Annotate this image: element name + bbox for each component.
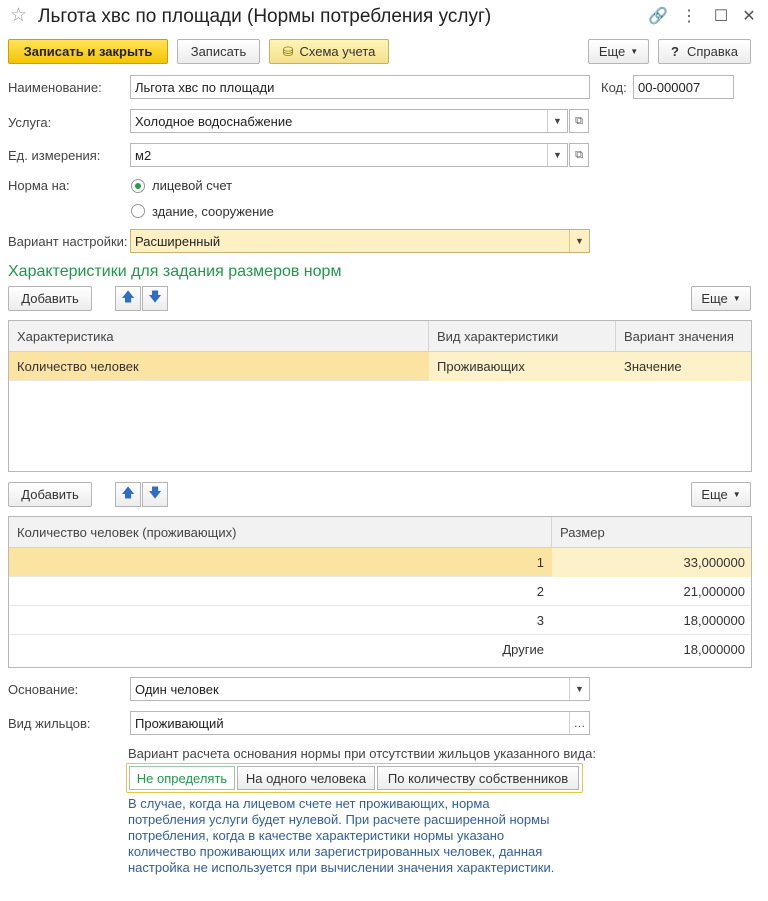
table-row[interactable]: [9, 606, 751, 635]
table-row[interactable]: [9, 352, 751, 381]
help-button-label: Справка: [686, 44, 738, 59]
cell: 33,000000: [552, 548, 752, 577]
unit-select[interactable]: [130, 143, 568, 167]
arrow-down-icon[interactable]: 🡇: [142, 482, 168, 507]
link-icon[interactable]: 🔗: [648, 8, 668, 25]
save-close-button[interactable]: Записать и закрыть: [8, 39, 168, 64]
dropdown-icon[interactable]: ▼: [547, 144, 567, 166]
arrow-up-icon[interactable]: 🡅: [115, 482, 141, 507]
basis-label: Основание:: [8, 682, 79, 697]
more-button[interactable]: [588, 39, 649, 64]
dropdown-icon[interactable]: ▼: [569, 230, 589, 252]
cell: 18,000000: [683, 613, 745, 628]
close-icon[interactable]: ✕: [742, 8, 756, 25]
service-value: Холодное водоснабжение: [135, 113, 293, 129]
calc-caption: Вариант расчета основания нормы при отсутствии жильцов указанного вида:: [128, 746, 596, 761]
name-field[interactable]: [130, 75, 590, 99]
window-title: Льгота хвс по площади (Нормы потребления услуг): [38, 6, 492, 27]
toggle-not-define[interactable]: Не определять: [129, 766, 235, 790]
code-field[interactable]: [633, 75, 734, 99]
dropdown-icon[interactable]: ▼: [547, 110, 567, 132]
more-vertical-icon[interactable]: ⋮: [681, 8, 697, 25]
radio-building[interactable]: [131, 204, 145, 218]
toggle-one-person[interactable]: На одного человека: [237, 766, 375, 790]
maximize-icon[interactable]: ☐: [713, 8, 729, 25]
scheme-icon: ⛁: [282, 43, 294, 59]
unit-label: Ед. измерения:: [8, 148, 101, 163]
cell: 21,000000: [683, 584, 745, 599]
sizes-table[interactable]: [8, 516, 752, 668]
more-label: Еще: [701, 291, 728, 306]
help-button[interactable]: [658, 39, 751, 64]
open-icon[interactable]: ⧉: [569, 143, 589, 167]
info-text: В случае, когда на лицевом счете нет проживающих, норма потребления услуги будет нулевой. При расчете расширенной нормы потребления, когда в качестве характеристики нормы указано количество проживающих или зарегистрированных человек, данная настройка не используется при вычислении значения характеристики.: [128, 796, 555, 875]
code-label: Код:: [601, 80, 627, 95]
cell: Значение: [616, 352, 752, 381]
arrow-up-icon[interactable]: 🡅: [115, 286, 141, 311]
dropdown-icon[interactable]: ▼: [569, 678, 589, 700]
dropdown-icon: ▼: [630, 47, 639, 56]
residents-label: Вид жильцов:: [8, 716, 91, 731]
basis-value: Один человек: [135, 681, 219, 697]
open-icon[interactable]: ⧉: [569, 109, 589, 133]
more-characteristics-button[interactable]: [691, 286, 751, 311]
cell: Количество человек: [17, 359, 139, 374]
more-sizes-button[interactable]: [691, 482, 751, 507]
column-header[interactable]: Количество человек (проживающих): [9, 517, 552, 548]
cell: 1: [536, 555, 544, 570]
variant-value: Расширенный: [135, 233, 221, 249]
radio-building-label: здание, сооружение: [152, 204, 274, 219]
more-label: Еще: [701, 487, 728, 502]
radio-account-label: лицевой счет: [152, 178, 233, 193]
table-row[interactable]: [9, 635, 751, 664]
cell: Проживающих: [429, 352, 616, 381]
column-header[interactable]: Вариант значения: [624, 329, 734, 344]
norm-label: Норма на:: [8, 178, 70, 193]
add-size-button[interactable]: Добавить: [8, 482, 92, 507]
dropdown-icon: ▼: [732, 490, 741, 499]
table-header: [9, 517, 751, 548]
help-icon: ?: [671, 44, 679, 59]
star-icon[interactable]: ☆: [10, 5, 28, 26]
residents-field[interactable]: [130, 711, 590, 735]
code-value: 00-000007: [638, 79, 701, 95]
column-header[interactable]: Характеристика: [9, 321, 429, 352]
cell: 18,000000: [683, 642, 745, 657]
calc-variant-group: [126, 763, 583, 793]
cell: 3: [536, 613, 544, 628]
table-row[interactable]: [9, 548, 751, 577]
table-header: [9, 321, 751, 352]
cell: 2: [536, 584, 544, 599]
table-row[interactable]: [9, 577, 751, 606]
ellipsis-icon[interactable]: …: [569, 712, 589, 734]
variant-select[interactable]: [130, 229, 590, 253]
dropdown-icon: ▼: [732, 294, 741, 303]
radio-account[interactable]: [131, 179, 145, 193]
section-title: Характеристики для задания размеров норм: [8, 263, 342, 280]
save-button[interactable]: Записать: [177, 39, 260, 64]
unit-value: м2: [135, 147, 152, 163]
variant-label: Вариант настройки:: [8, 234, 128, 249]
characteristics-table[interactable]: [8, 320, 752, 472]
more-button-label: Еще: [598, 44, 626, 59]
name-label: Наименование:: [8, 80, 102, 95]
column-header[interactable]: Вид характеристики: [429, 321, 616, 352]
column-header[interactable]: Размер: [560, 525, 605, 540]
service-select[interactable]: [130, 109, 568, 133]
scheme-button[interactable]: [269, 39, 389, 64]
cell: Другие: [502, 642, 544, 657]
basis-select[interactable]: [130, 677, 590, 701]
scheme-button-label: Схема учета: [299, 44, 376, 59]
name-value: Льгота хвс по площади: [135, 79, 275, 95]
add-characteristic-button[interactable]: Добавить: [8, 286, 92, 311]
toggle-by-owners[interactable]: По количеству собственников: [377, 766, 579, 790]
residents-value: Проживающий: [135, 715, 224, 731]
service-label: Услуга:: [8, 115, 52, 130]
arrow-down-icon[interactable]: 🡇: [142, 286, 168, 311]
